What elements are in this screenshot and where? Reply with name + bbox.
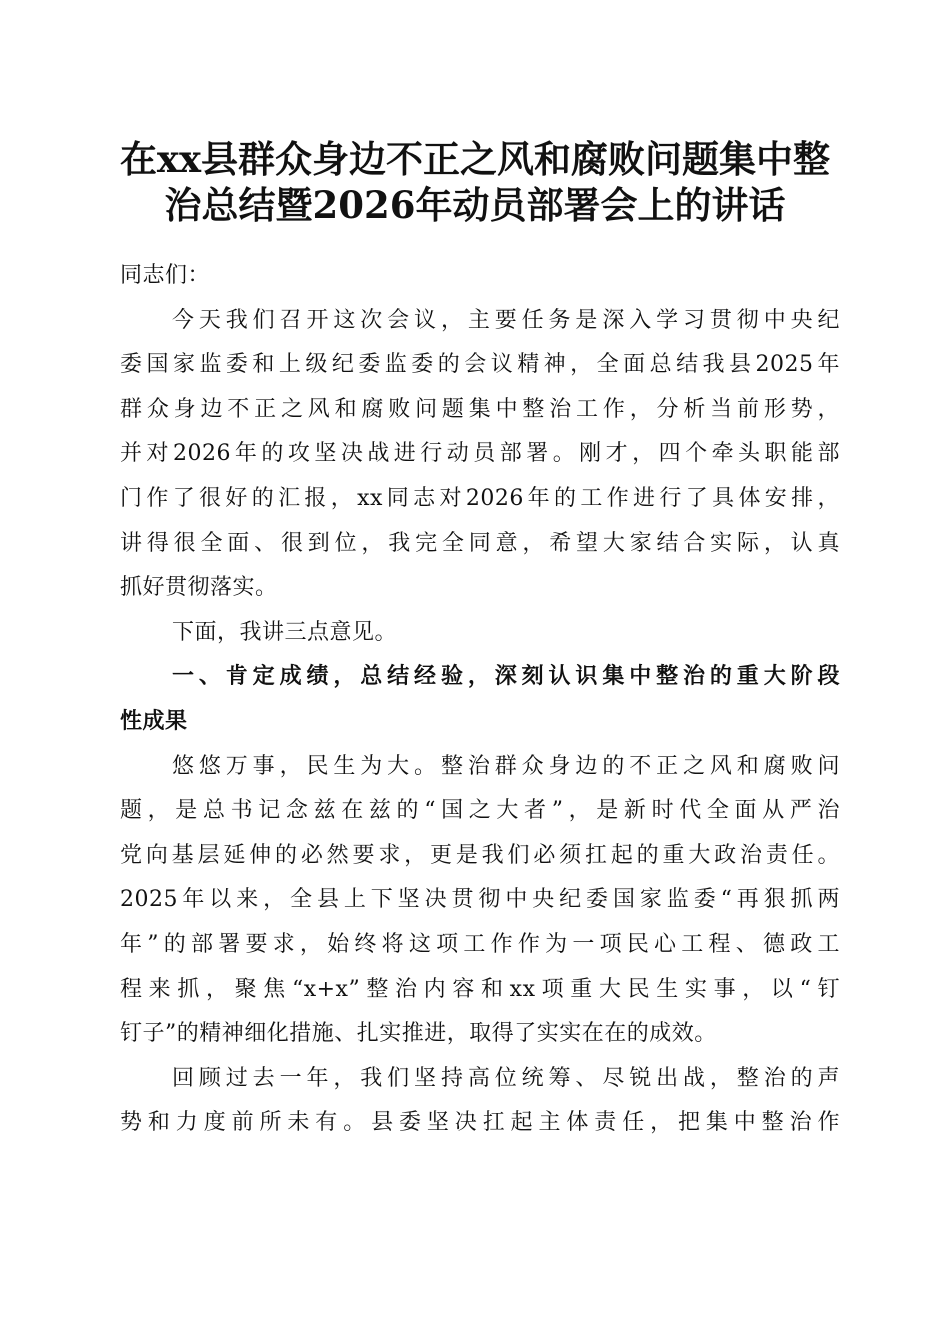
paragraph-line: 回顾过去一年，我们坚持高位统筹、尽锐出战，整治的声 — [172, 1065, 840, 1091]
paragraph-line: 2025年以来，全县上下坚决贯彻中央纪委国家监委“再狠抓两 — [120, 887, 840, 913]
title-line: 在xx县群众身边不正之风和腐败问题集中整 — [119, 137, 831, 181]
paragraph-line: 钉子”的精神细化措施、扎实推进，取得了实实在在的成效。 — [120, 1021, 717, 1047]
paragraph-line: 群众身边不正之风和腐败问题集中整治工作，分析当前形势， — [120, 396, 840, 422]
paragraph-line: 委国家监委和上级纪委监委的会议精神，全面总结我县2025年 — [120, 352, 840, 378]
salutation: 同志们： — [120, 263, 211, 288]
paragraph-line: 抓好贯彻落实。 — [120, 575, 278, 601]
paragraph-line: 悠悠万事，民生为大。整治群众身边的不正之风和腐败问 — [172, 753, 840, 779]
paragraph-line: 年”的部署要求，始终将这项工作作为一项民心工程、德政工 — [120, 931, 840, 957]
paragraph-line: 门作了很好的汇报，xx同志对2026年的工作进行了具体安排， — [120, 485, 840, 511]
paragraph-line: 下面，我讲三点意见。 — [172, 619, 398, 645]
paragraph-line: 题，是总书记念兹在兹的“国之大者”，是新时代全面从严治 — [120, 798, 840, 824]
document-title — [110, 136, 840, 228]
paragraph-line: 讲得很全面、很到位，我完全同意，希望大家结合实际，认真 — [120, 530, 840, 556]
paragraph-line: 并对2026年的攻坚决战进行动员部署。刚才，四个牵头职能部 — [120, 441, 840, 467]
section-heading-line: 性成果 — [120, 708, 188, 734]
paragraph-line: 今天我们召开这次会议，主要任务是深入学习贯彻中央纪 — [172, 307, 840, 333]
section-heading-line: 一、肯定成绩，总结经验，深刻认识集中整治的重大阶段 — [172, 664, 840, 690]
paragraph-line: 党向基层延伸的必然要求，更是我们必须扛起的重大政治责任。 — [120, 842, 840, 868]
paragraph-line: 势和力度前所未有。县委坚决扛起主体责任，把集中整治作 — [120, 1110, 840, 1136]
paragraph-line: 程来抓，聚焦“x+x”整治内容和xx项重大民生实事，以“钉 — [120, 976, 840, 1002]
title-line: 治总结暨2026年动员部署会上的讲话 — [164, 183, 786, 227]
document-body — [120, 254, 840, 1146]
